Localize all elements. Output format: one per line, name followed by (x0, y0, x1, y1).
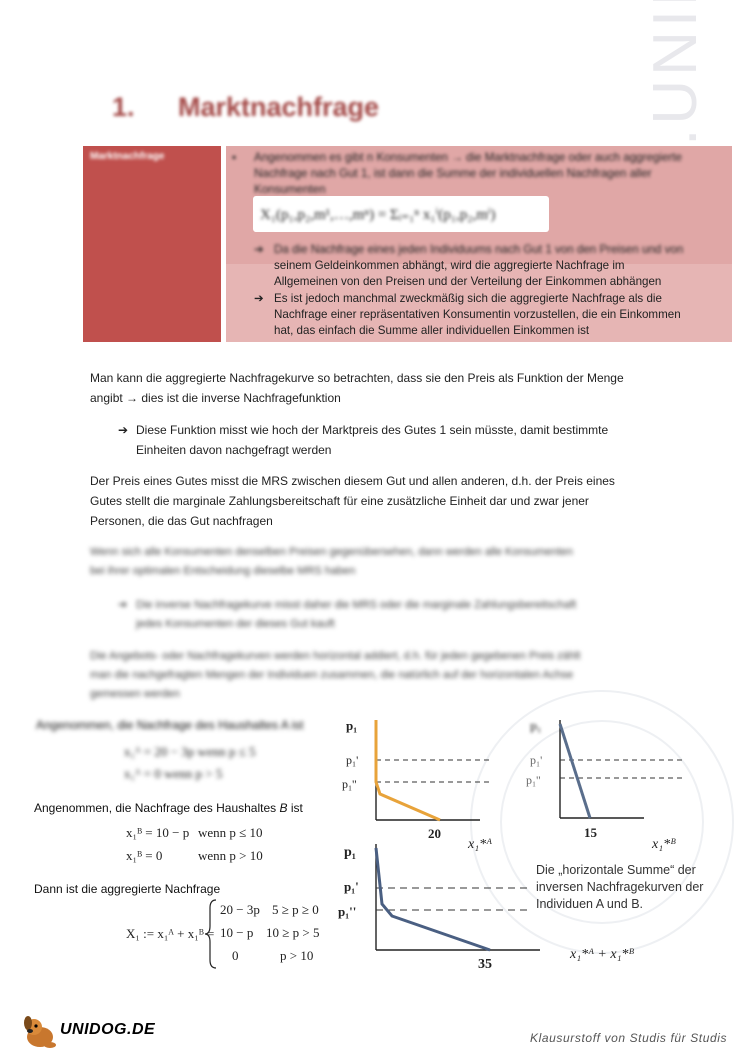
paragraph-2-line2: Gutes stellt die marginale Zahlungsbereitschaft für eine zusätzliche Einheit dar und zwar jener (90, 494, 589, 508)
arrow-item-b-symbol: ➔ (118, 599, 128, 611)
aggregate-case3: 0 (232, 948, 239, 963)
logo-text: UNIDOG.DE (60, 1021, 156, 1038)
graph-b-p1pp-label: p₁'' (526, 773, 541, 787)
aggregate-case1: 20 − 3p (220, 902, 260, 917)
household-b-intro-pre: Angenommen, die Nachfrage des Haushaltes (34, 801, 280, 815)
definition-arrow2-line3: hat, das einfach die Summe aller individuellen Einkommen ist (274, 324, 590, 337)
graph-a-p1p-label: p₁' (346, 753, 359, 767)
aggregate-range3: p > 10 (280, 948, 314, 963)
graph-caption: Die „horizontale Summe“ der inversen Nachfragekurven der Individuen A und B. (536, 863, 704, 911)
graph-agg-x-tick: 35 (478, 957, 492, 970)
aggregate-intro: Dann ist die aggregierte Nachfrage (34, 882, 221, 896)
graph-b-x-tick: 15 (584, 825, 597, 840)
paragraph-4-line3: gemessen werden (90, 688, 180, 700)
definition-formula: X₁(p₁,p₂,m¹,…,mⁿ) = Σᵢ₌₁ⁿ x₁ⁱ(p₁,p₂,mⁱ) (260, 207, 496, 223)
paragraph-3-line2: bei ihrer optimalen Entscheidung dieselbe MRS haben (90, 565, 356, 577)
aggregate-range2: 10 ≥ p > 5 (266, 925, 320, 940)
graph-a-x-label: x₁*ᴬ (468, 837, 492, 852)
graph-b-demand-curve (560, 724, 590, 818)
household-b-intro-post: ist (287, 801, 303, 815)
definition-arrow1-line1: Da die Nachfrage eines jeden Individuums nach Gut 1 von den Preisen und von (274, 243, 684, 256)
aggregate-lhs: X₁ := x₁ᴬ + x₁ᴮ = (126, 926, 215, 941)
household-b-eq2-lhs: x₁ᴮ = 0 (126, 848, 163, 863)
dog-icon (20, 1015, 60, 1049)
definition-label: Marktnachfrage (90, 151, 165, 162)
graph-a-p1pp-label: p₁'' (342, 777, 357, 791)
household-b-eq1-lhs: x₁ᴮ = 10 − p (126, 825, 190, 840)
aggregate-case2: 10 − p (220, 925, 254, 940)
footer-tagline: Klausurstoff von Studis für Studis (530, 1031, 728, 1045)
graph-agg-x-label: x₁*ᴬ + x₁*ᴮ (570, 947, 635, 962)
graph-b-x-label: x₁*ᴮ (652, 837, 676, 852)
graph-agg-p1p-label: p₁' (344, 879, 359, 894)
definition-arrow2-line1: Es ist jedoch manchmal zweckmäßig sich die aggregierte Nachfrage als die (274, 292, 662, 305)
graph-a-demand-curve (376, 720, 440, 820)
paragraph-2-line3: Personen, die das Gut nachfragen (90, 514, 273, 528)
definition-arrow1-line3: Allgemeinen von den Preisen und der Verteilung der Einkommen abhängen (274, 275, 662, 288)
definition-arrow1-line2: seinem Geldeinkommen abhängt, wird die aggregierte Nachfrage im (274, 259, 625, 272)
graph-a-x-tick: 20 (428, 826, 441, 841)
definition-bullet-symbol: ▪ (232, 151, 237, 164)
graph-a-p1-label: p₁ (346, 718, 358, 733)
arrow-item-b-line1: Die inverse Nachfragekurve misst daher die MRS oder die marginale Zahlungsbereitschaft (136, 599, 577, 611)
definition-arrow2-line2: Nachfrage einer repräsentativen Konsumentin vorzustellen, die ein Einkommen (274, 308, 681, 321)
page-title (112, 92, 379, 123)
household-b-intro (34, 801, 303, 815)
arrow-item-a-line2: Einheiten davon nachgefragt werden (136, 443, 332, 457)
graph-agg-p1-label: p₁ (344, 845, 356, 860)
graph-b-p1-label: p₁ (530, 718, 542, 733)
arrow-item-b-line2: jedes Konsumenten der dieses Gut kauft (136, 618, 335, 630)
definition-label-cell (83, 146, 221, 342)
paragraph-4-line2: man die nachgefragten Mengen der Individuen zusammen, die natürlich auf der horizontalen Achse (90, 669, 574, 681)
definition-arrow2-symbol: ➔ (254, 292, 264, 305)
arrow-item-a-line1: Diese Funktion misst wie hoch der Marktpreis des Gutes 1 sein müsste, damit bestimmte (136, 423, 609, 437)
graph-agg-p1pp-label: p₁'' (338, 904, 357, 919)
paragraph-2-line1: Der Preis eines Gutes misst die MRS zwischen diesem Gut und allen anderen, d.h. der Preis eines (90, 474, 615, 488)
graph-agg-demand-curve (376, 848, 490, 950)
paragraph-1-line2: angibt → dies ist die inverse Nachfragefunktion (90, 391, 341, 405)
paragraph-1-line1: Man kann die aggregierte Nachfragekurve so betrachten, dass sie den Preis als Funktion der Menge (90, 371, 624, 385)
household-b-letter: B (279, 801, 288, 815)
paragraph-4-line1: Die Angebots- oder Nachfragekurven werden horizontal addiert, d.h. für jeden gegebenen Preis zählt (90, 650, 581, 662)
aggregate-range1: 5 ≥ p ≥ 0 (272, 902, 319, 917)
section-title: Marktnachfrage (178, 92, 380, 122)
section-number: 1. (112, 92, 135, 122)
household-a-intro: Angenommen, die Nachfrage des Haushaltes A ist (36, 718, 304, 732)
household-b-eq1-cond: wenn p ≤ 10 (198, 825, 263, 840)
arrow-icon: ➔ (118, 423, 129, 437)
unidog-logo (20, 1015, 156, 1049)
definition-arrow1-symbol: ➔ (254, 243, 264, 256)
household-b-eq2-cond: wenn p > 10 (198, 848, 263, 863)
paragraph-3-line1: Wenn sich alle Konsumenten denselben Preisen gegenübersehen, dann werden alle Konsumenten (90, 546, 573, 558)
household-a-eq2: x₁ᴬ = 0 wenn p > 5 (124, 766, 223, 781)
definition-bullet-text: Angenommen es gibt n Konsumenten → die Marktnachfrage oder auch aggregierte Nachfrage nach Gut 1, ist dann die Summe der individuellen Nachfragen aller Konsumenten (254, 151, 682, 196)
household-a-eq1: x₁ᴬ = 20 − 3p wenn p ≤ 5 (124, 744, 256, 759)
aggregate-brace (204, 898, 218, 970)
graph-b-p1p-label: p₁' (530, 753, 543, 767)
arrow-item-a (118, 420, 678, 460)
